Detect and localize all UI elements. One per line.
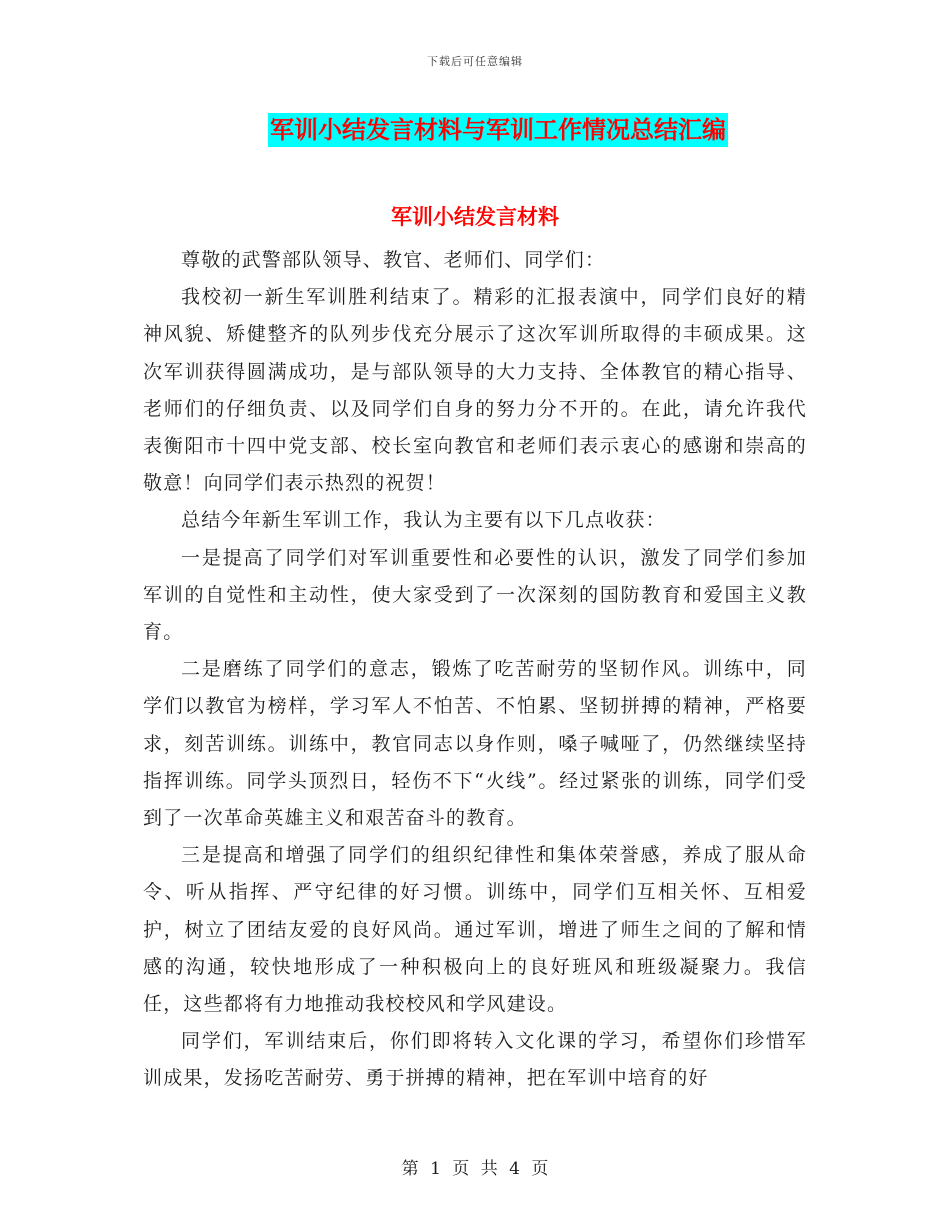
body-paragraph: 一是提高了同学们对军训重要性和必要性的认识，激发了同学们参加军训的自觉性和主动性，使大家受到了一次深刻的国防教育和爱国主义教育。 [143,546,807,644]
page-header-note: 下载后可任意编辑 [427,55,523,68]
body-paragraph: 三是提高和增强了同学们的组织纪律性和集体荣誉感，养成了服从命令、听从指挥、严守纪律的好习惯。训练中，同学们互相关怀、互相爱护，树立了团结友爱的良好风尚。通过军训，增进了师生之间的了解和情感的沟通，较快地形成了一种积极向上的良好班风和班级凝聚力。我信任，这些都将有力地推动我校校风和学风建设。 [143,844,807,1016]
salutation-paragraph: 尊敬的武警部队领导、教官、老师们、同学们： [181,249,606,271]
section-title: 军训小结发言材料 [391,205,559,229]
main-title-container [0,113,950,147]
body-paragraph: 二是磨练了同学们的意志，锻炼了吃苦耐劳的坚韧作风。训练中，同学们以教官为榜样，学习军人不怕苦、不怕累、坚韧拼搏的精神，严格要求，刻苦训练。训练中，教官同志以身作则，嗓子喊哑了，仍然继续坚持指挥训练。同学头顶烈日，轻伤不下“火线”。经过紧张的训练，同学们受到了一次革命英雄主义和艰苦奋斗的教育。 [143,658,807,830]
page-number-footer: 第 1 页 共 4 页 [401,1159,549,1179]
document-body [143,242,807,1098]
body-paragraph: 同学们，军训结束后，你们即将转入文化课的学习，希望你们珍惜军训成果，发扬吃苦耐劳、勇于拼搏的精神，把在军训中培育的好 [143,1030,807,1090]
document-main-title: 军训小结发言材料与军训工作情况总结汇编 [268,113,728,147]
body-paragraph: 我校初一新生军训胜利结束了。精彩的汇报表演中，同学们良好的精神风貌、矫健整齐的队列步伐充分展示了这次军训所取得的丰硕成果。这次军训获得圆满成功，是与部队领导的大力支持、全体教官的精心指导、老师们的仔细负责、以及同学们自身的努力分不开的。在此，请允许我代表衡阳市十四中党支部、校长室向教官和老师们表示衷心的感谢和崇高的敬意！向同学们表示热烈的祝贺！ [143,286,807,495]
body-paragraph: 总结今年新生军训工作，我认为主要有以下几点收获： [181,509,666,532]
